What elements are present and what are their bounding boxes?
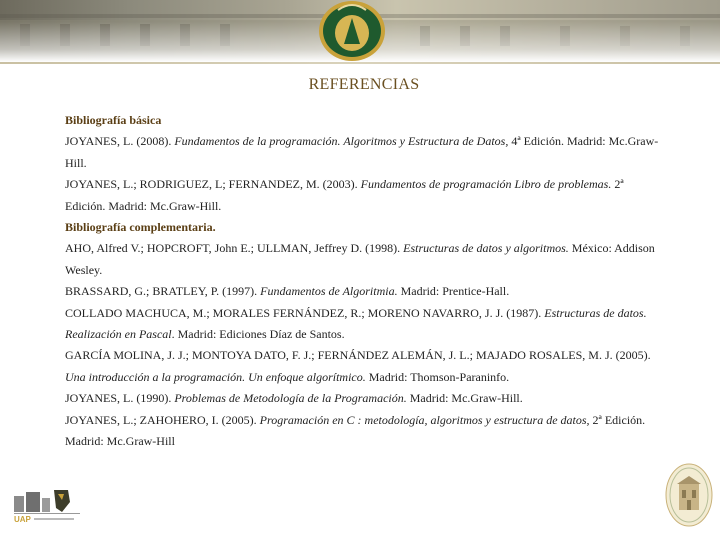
- references-list: [65, 110, 665, 453]
- reference-entry: AHO, Alfred V.; HOPCROFT, John E.; ULLMAN, Jeffrey D. (1998). Estructuras de datos y algoritmos. México: Addison Wesley.: [65, 241, 655, 277]
- basic-bibliography-heading: Bibliografía básica: [65, 113, 162, 127]
- reference-entry: COLLADO MACHUCA, M.; MORALES FERNÁNDEZ, R.; MORENO NAVARRO, J. J. (1987). Estructuras de datos. Realización en Pascal. Madrid: Ediciones Díaz de Santos.: [65, 305, 647, 342]
- reference-entry: JOYANES, L.; ZAHOHERO, I. (2005). Programación en C : metodología, algoritmos y estructura de datos, 2ª Edición. Madrid: Mc.Graw-Hill: [65, 412, 646, 449]
- reference-entry: BRASSARD, G.; BRATLEY, P. (1997). Fundamentos de Algoritmia. Madrid: Prentice-Hall.: [65, 284, 510, 299]
- reference-entry: JOYANES, L. (2008). Fundamentos de la programación. Algoritmos y Estructura de Datos, 4ª Edición. Madrid: Mc.Graw-Hill.: [65, 134, 659, 170]
- reference-entry: JOYANES, L.; RODRIGUEZ, L; FERNANDEZ, M. (2003). Fundamentos de programación Libro de problemas. 2ª Edición. Madrid: Mc.Graw-Hill.: [65, 177, 624, 213]
- university-seal-icon: [316, 0, 388, 64]
- reference-entry: JOYANES, L. (1990). Problemas de Metodología de la Programación. Madrid: Mc.Graw-Hill.: [65, 391, 523, 406]
- decorative-emblem-icon: [664, 462, 714, 528]
- reference-entry: GARCÍA MOLINA, J. J.; MONTOYA DATO, F. J.; FERNÁNDEZ ALEMÁN, J. L.; MAJADO ROSALES, M. J. (2005). Una introducción a la programación. Un enfoque algorítmico. Madrid: Thomson-Paraninfo.: [65, 348, 651, 384]
- page-title: REFERENCIAS: [308, 76, 420, 93]
- uap-logo-icon: [12, 484, 82, 526]
- svg-text:UAP: UAP: [14, 515, 31, 524]
- complementary-bibliography-heading: Bibliografía complementaria.: [65, 220, 216, 235]
